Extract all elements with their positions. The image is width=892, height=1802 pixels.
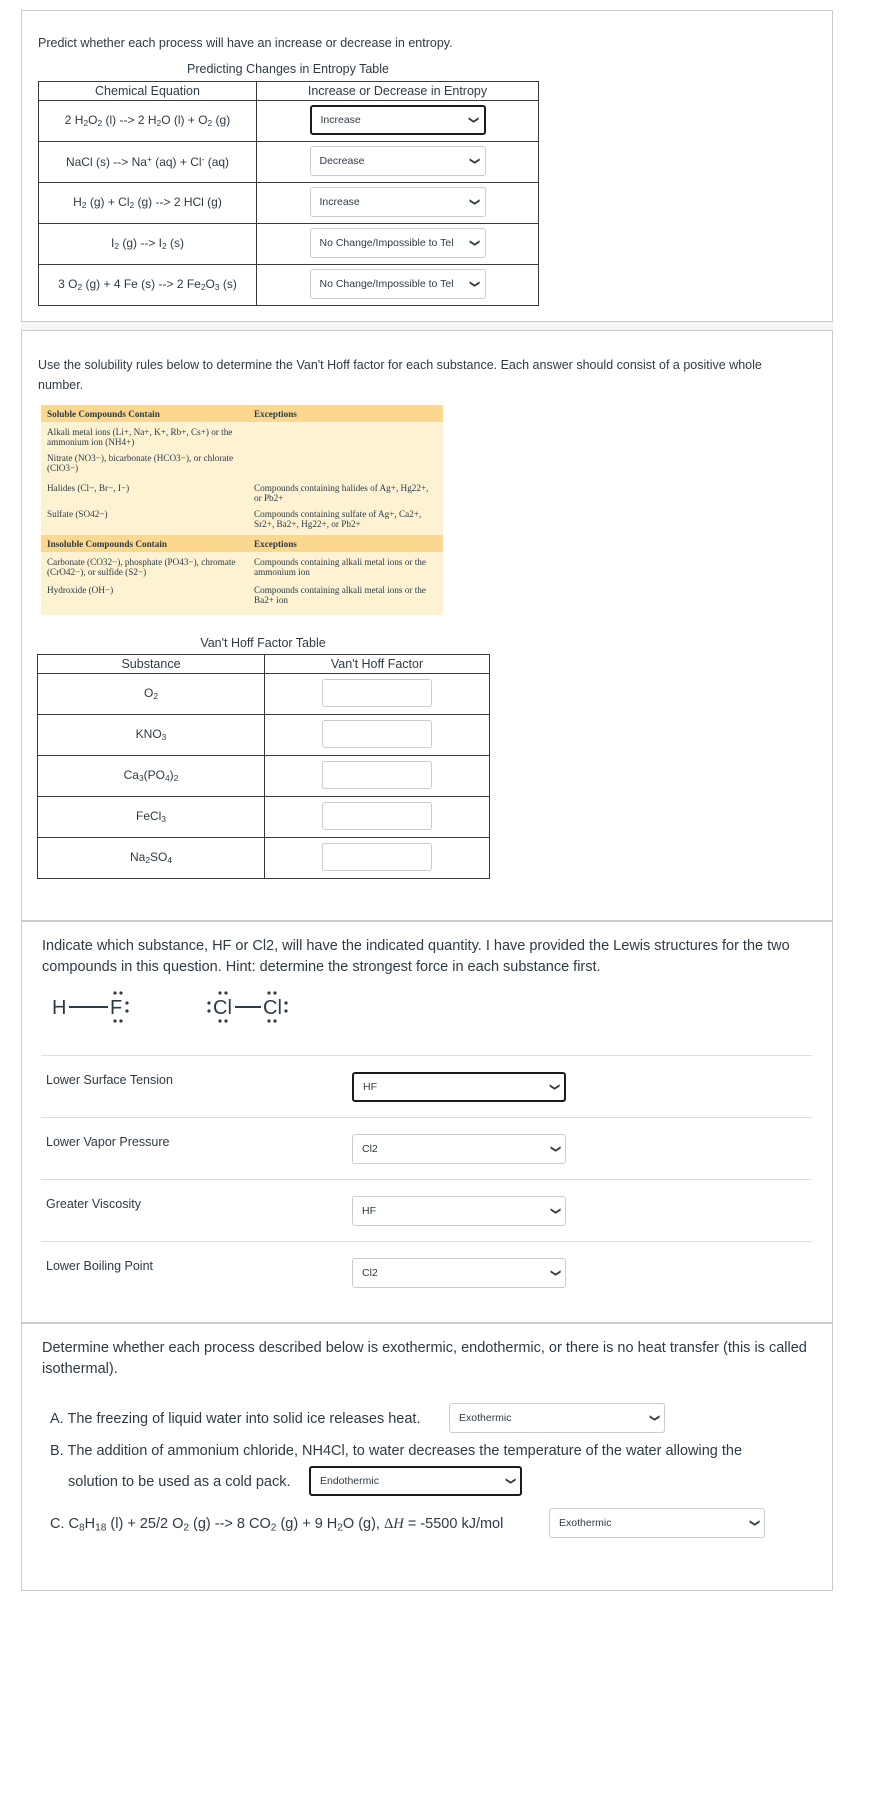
insoluble-exception-1: Compounds containing alkali metal ions or the ammonium ion [254, 557, 426, 577]
svg-text:F: F [110, 997, 123, 1019]
solubility-rules-table [41, 405, 443, 615]
equation-text: $I_2$ (g) --> $I_2$ (s) [110, 236, 185, 252]
heat-select-b[interactable]: Endothermic ❯ [309, 1466, 522, 1496]
imf-select-2[interactable]: Cl2 ❯ [352, 1134, 566, 1164]
cl2-lewis-icon [205, 990, 315, 1026]
heat-item-c: C. $C_8H_{18}$ (l) + 25/2 $O_2$ (g) --> 8 $CO_2$ (g) + 9 $H_2O$ (g), ΔH = -5500 kJ/mol [50, 1516, 504, 1534]
entropy-select-1[interactable]: Increase ❯ [310, 105, 486, 135]
soluble-exception-3: Compounds containing halides of Ag+, Hg22+, or Pb2+ [254, 483, 429, 503]
vanthoff-input-5[interactable] [322, 843, 432, 871]
hf-lewis-icon [52, 990, 142, 1026]
equation-cell [39, 101, 257, 142]
exceptions-heading-2: Exceptions [254, 539, 297, 549]
chevron-down-icon: ❯ [549, 1268, 561, 1278]
entropy-prompt: Predict whether each process will have an increase or decrease in entropy. [38, 36, 453, 50]
vanthoff-input-3[interactable] [322, 761, 432, 789]
chevron-down-icon: ❯ [469, 156, 481, 165]
imf-select-3[interactable]: HF ❯ [352, 1196, 566, 1226]
chevron-down-icon: ❯ [549, 1206, 561, 1216]
chevron-down-icon: ❯ [469, 238, 481, 247]
equation-cell [39, 265, 257, 306]
insoluble-rule-1: Carbonate (CO32−), phosphate (PO43−), chromate (CrO42−), or sulfide (S2−) [47, 557, 236, 577]
imf-prompt: Indicate which substance, HF or Cl2, will have the indicated quantity. I have provided the Lewis structures for the two compounds in this question. Hint: determine the strongest force in each substance first. [42, 938, 790, 975]
heat-select-c[interactable]: Exothermic ❯ [549, 1508, 765, 1538]
substance-cell: $KNO_3$ [38, 715, 265, 756]
imf-label-4: Lower Boiling Point [46, 1259, 154, 1273]
vanthoff-caption: Van't Hoff Factor Table [200, 636, 326, 650]
entropy-select-5[interactable]: No Change/Impossible to Tel ❯ [310, 269, 486, 299]
divider [41, 1117, 812, 1118]
soluble-rule-2: Nitrate (NO3−), bicarbonate (HCO3−), or chlorate (ClO3−) [47, 453, 234, 473]
insoluble-exception-2: Compounds containing alkali metal ions or the Ba2+ ion [254, 585, 426, 605]
divider [41, 1241, 812, 1242]
substance-cell: FeCl$_3$ [38, 797, 265, 838]
imf-label-1: Lower Surface Tension [46, 1073, 173, 1087]
chevron-down-icon: ❯ [468, 115, 480, 124]
equation-cell [39, 183, 257, 224]
soluble-heading: Soluble Compounds Contain [47, 409, 160, 419]
svg-text:Cl: Cl [263, 997, 282, 1019]
soluble-rule-4: Sulfate (SO42−) [47, 509, 108, 519]
entropy-caption: Predicting Changes in Entropy Table [187, 62, 389, 76]
vanthoff-prompt: Use the solubility rules below to determine the Van't Hoff factor for each substance. Each answer should consist of a positive whole number. [38, 358, 762, 392]
divider [41, 1055, 812, 1056]
vanthoff-input-4[interactable] [322, 802, 432, 830]
soluble-exception-4: Compounds containing sulfate of Ag+, Ca2+, Sr2+, Ba2+, Hg22+, or Pb2+ [254, 509, 422, 529]
cl2-lewis-structure [205, 990, 315, 1032]
imf-label-2: Lower Vapor Pressure [46, 1135, 170, 1149]
entropy-select-3[interactable]: Increase ❯ [310, 187, 486, 217]
chevron-down-icon: ❯ [548, 1082, 560, 1092]
heat-question [21, 1323, 833, 1591]
equation-text: $H_2$ $(g) + Cl_2$ (g) --> 2 HCl (g) [73, 195, 222, 211]
insoluble-heading: Insoluble Compounds Contain [47, 539, 167, 549]
vanthoff-col-substance: Substance [38, 655, 265, 674]
vanthoff-col-factor: Van't Hoff Factor [265, 655, 490, 674]
vanthoff-input-1[interactable] [322, 679, 432, 707]
entropy-select-4[interactable]: No Change/Impossible to Tel ❯ [310, 228, 486, 258]
equation-text: NaCl (s) --> Na+ (aq) + Cl- (aq) [65, 154, 230, 170]
equation-cell [39, 224, 257, 265]
entropy-col-equation: Chemical Equation [39, 82, 257, 101]
heat-prompt: Determine whether each process described below is exothermic, endothermic, or there is no heat transfer (this is called isothermal). [42, 1340, 807, 1377]
question-separator [21, 322, 833, 330]
entropy-question [21, 10, 833, 322]
chevron-down-icon: ❯ [504, 1476, 516, 1486]
vanthoff-table [37, 654, 490, 879]
svg-text:Cl: Cl [213, 997, 232, 1019]
hf-lewis-structure [52, 990, 142, 1032]
heat-item-a: A. The freezing of liquid water into solid ice releases heat. [50, 1411, 421, 1427]
divider [41, 1179, 812, 1180]
imf-select-4[interactable]: Cl2 ❯ [352, 1258, 566, 1288]
equation-text: 3 $O_2$ (g) + 4 Fe (s) --> 2 $Fe_2O_3$ (s) [58, 277, 237, 293]
equation-cell [39, 142, 257, 183]
entropy-col-answer: Increase or Decrease in Entropy [257, 82, 539, 101]
substance-cell: $Ca_3(PO_4)_2$ [38, 756, 265, 797]
chevron-down-icon: ❯ [549, 1144, 561, 1154]
entropy-table [38, 81, 539, 306]
heat-select-a[interactable]: Exothermic ❯ [449, 1403, 665, 1433]
soluble-rule-3: Halides (Cl−, Br−, I−) [47, 483, 130, 493]
equation-text: 2 $H_2O_2$ (l) --> 2 $H_2O$ $(l) + O_2$ (g) [64, 113, 231, 129]
heat-item-b-cont: solution to be used as a cold pack. [68, 1474, 291, 1490]
chevron-down-icon: ❯ [748, 1518, 760, 1528]
exceptions-heading: Exceptions [254, 409, 297, 419]
chevron-down-icon: ❯ [469, 279, 481, 288]
imf-select-1[interactable]: HF ❯ [352, 1072, 566, 1102]
chevron-down-icon: ❯ [648, 1413, 660, 1423]
heat-item-b: B. The addition of ammonium chloride, NH4Cl, to water decreases the temperature of the water allowing the [50, 1443, 743, 1459]
vanthoff-input-2[interactable] [322, 720, 432, 748]
chevron-down-icon: ❯ [469, 197, 481, 206]
insoluble-rule-2: Hydroxide (OH−) [47, 585, 114, 595]
soluble-rule-1: Alkali metal ions (Li+, Na+, K+, Rb+, Cs+) or the ammonium ion (NH4+) [47, 427, 233, 447]
substance-cell: $Na_2SO_4$ [38, 838, 265, 879]
entropy-select-2[interactable]: Decrease ❯ [310, 146, 486, 176]
imf-label-3: Greater Viscosity [46, 1197, 141, 1211]
svg-text:H: H [52, 997, 67, 1019]
substance-cell: $O_2$ [38, 674, 265, 715]
